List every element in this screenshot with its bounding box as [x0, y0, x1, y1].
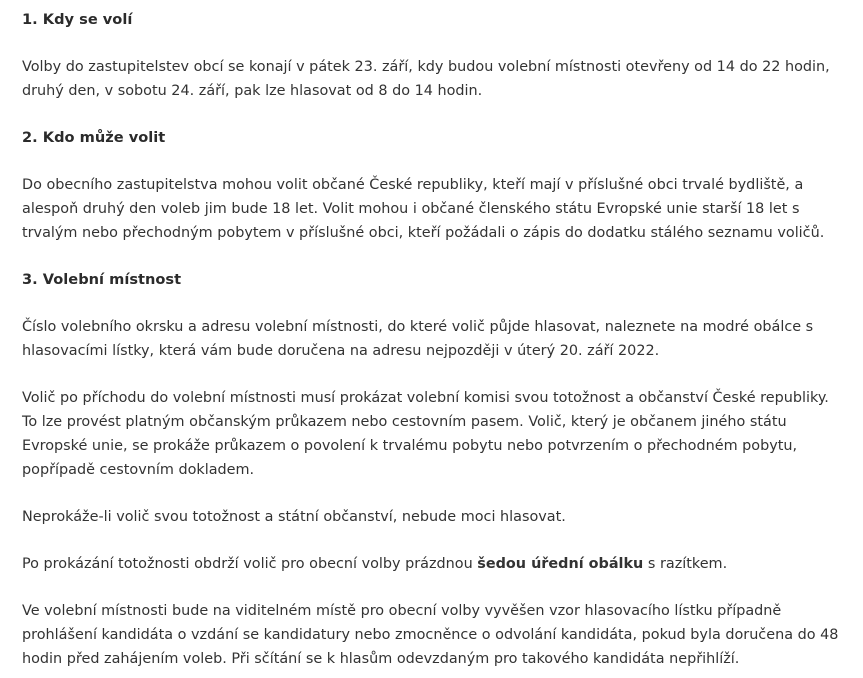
paragraph-election-dates: Volby do zastupitelstev obcí se konají v pátek 23. září, kdy budou volební místnosti otevřeny od 14 do 22 hodin, druhý den, v sobotu 24. září, pak lze hlasovat od 8 do 14 hodin.	[22, 59, 830, 99]
paragraph-no-proof: Neprokáže-li volič svou totožnost a státní občanství, nebude moci hlasovat.	[22, 509, 566, 525]
paragraph-ballot-sample: Ve volební místnosti bude na viditelném místě pro obecní volby vyvěšen vzor hlasovacího lístku případně prohlášení kandidáta o vzdání se kandidatury nebo zmocněnce o odvolání kandidáta, pokud byla doručena do 48 hodin před zahájením voleb. Při sčítání se k hlasům odevzdaným pro takového kandidáta nepřihlíží.	[22, 603, 839, 667]
envelope-text-after: s razítkem.	[643, 556, 728, 572]
section-heading-polling-room: 3. Volební místnost	[22, 271, 182, 288]
envelope-text-before: Po prokázání totožnosti obdrží volič pro obecní volby prázdnou	[22, 556, 478, 572]
section-heading-who: 2. Kdo může volit	[22, 129, 166, 146]
paragraph-identity-proof: Volič po příchodu do volební místnosti musí prokázat volební komisi svou totožnost a občanství České republiky. To lze provést platným občanským průkazem nebo cestovním pasem. Volič, který je občanem jiného státu Evropské unie, se prokáže průkazem o povolení k trvalému pobytu nebo potvrzením o přechodném pobytu, popřípadě cestovním dokladem.	[22, 390, 829, 478]
section-heading-when: 1. Kdy se volí	[22, 11, 133, 28]
paragraph-envelope	[22, 552, 847, 576]
envelope-text-bold: šedou úřední obálku	[477, 556, 644, 572]
paragraph-district-address: Číslo volebního okrsku a adresu volební místnosti, do které volič půjde hlasovat, naleznete na modré obálce s hlasovacími lístky, která vám bude doručena na adresu nejpozději v úterý 20. září 2022.	[22, 319, 814, 359]
paragraph-eligible-voters: Do obecního zastupitelstva mohou volit občané České republiky, kteří mají v příslušné obci trvalé bydliště, a alespoň druhý den voleb jim bude 18 let. Volit mohou i občané členského státu Evropské unie starší 18 let s trvalým nebo přechodným pobytem v příslušné obci, kteří požádali o zápis do dodatku stálého seznamu voličů.	[22, 177, 825, 241]
